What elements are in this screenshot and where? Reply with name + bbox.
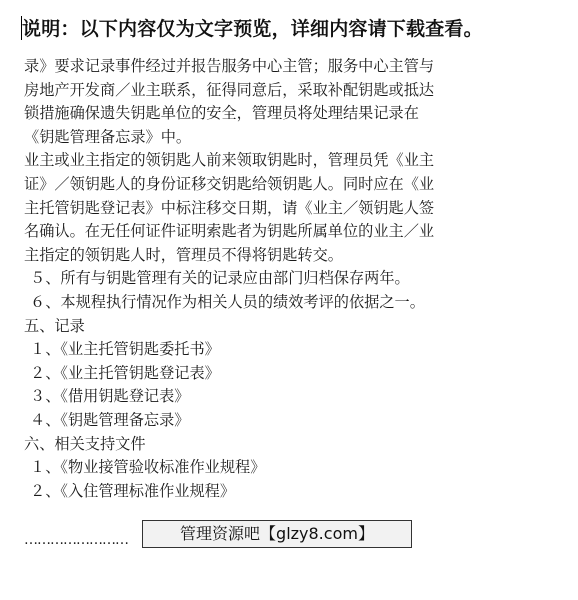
section-heading-support-docs: 六、相关支持文件 — [24, 434, 146, 453]
list-item-6: ６、本规程执行情况作为相关人员的绩效考评的依据之一。 — [30, 292, 425, 311]
body-line: 房地产开发商／业主联系，征得同意后，采取补配钥匙或抵达 — [24, 80, 435, 99]
support-doc-item-1: １、《物业接管验收标准作业规程》 — [30, 458, 266, 477]
record-item-1: １、《业主托管钥匙委托书》 — [30, 340, 220, 359]
section-heading-records: 五、记录 — [24, 316, 85, 335]
record-item-4: ４、《钥匙管理备忘录》 — [30, 410, 190, 429]
body-line: 业主或业主指定的领钥匙人前来领取钥匙时，管理员凭《业主 — [24, 151, 435, 170]
body-line: 证》／领钥匙人的身份证移交钥匙给领钥匙人。同时应在《业 — [24, 174, 435, 193]
ellipsis-dots: …………………… — [24, 532, 128, 548]
body-line: 主托管钥匙登记表》中标注移交日期，请《业主／领钥匙人签 — [24, 198, 435, 217]
body-line: 名确认。在无任何证件证明索匙者为钥匙所属单位的业主／业 — [24, 222, 435, 241]
record-item-3: ３、《借用钥匙登记表》 — [30, 387, 190, 406]
watermark-banner: 管理资源吧【glzy8.com】 — [142, 520, 412, 548]
support-doc-item-2: ２、《入住管理标准作业规程》 — [30, 481, 236, 500]
preview-notice: 说明：以下内容仅为文字预览，详细内容请下载查看。 — [22, 18, 483, 40]
body-line: 锁措施确保遗失钥匙单位的安全，管理员将处理结果记录在 — [24, 104, 419, 123]
record-item-2: ２、《业主托管钥匙登记表》 — [30, 363, 220, 382]
body-line: 《钥匙管理备忘录》中。 — [24, 127, 192, 146]
body-line: 录》要求记录事件经过并报告服务中心主管；服务中心主管与 — [24, 57, 435, 75]
body-line: 主指定的领钥匙人时，管理员不得将钥匙转交。 — [24, 245, 343, 264]
list-item-5: ５、所有与钥匙管理有关的记录应由部门归档保存两年。 — [30, 269, 410, 288]
document-body — [24, 55, 554, 503]
